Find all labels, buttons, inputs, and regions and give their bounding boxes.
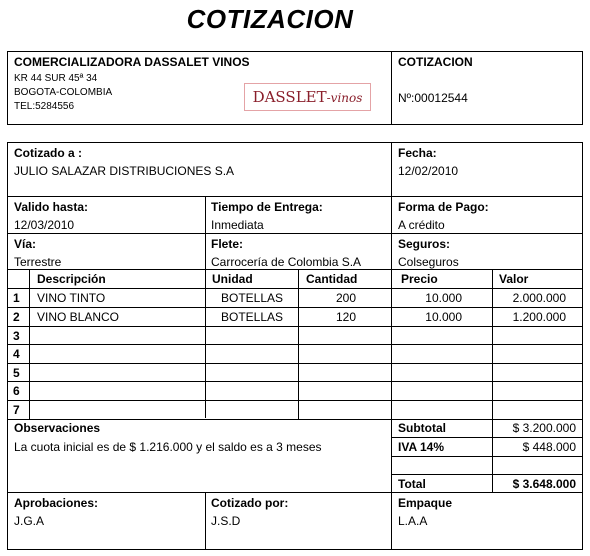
header-divider xyxy=(391,51,392,125)
row-line xyxy=(7,307,583,308)
iva-label: IVA 14% xyxy=(398,440,445,454)
observations-text: La cuota inicial es de $ 1.216.000 y el saldo es a 3 meses xyxy=(14,440,322,454)
row-number: 5 xyxy=(13,366,20,380)
item-unit: BOTELLAS xyxy=(220,291,284,305)
logo-sub-text: -vinos xyxy=(326,91,363,105)
header-price: Precio xyxy=(401,272,438,286)
row-line xyxy=(7,344,583,345)
item-value: 2.000.000 xyxy=(512,291,566,305)
delivery-time-value: Inmediata xyxy=(211,218,264,232)
payment-label: Forma de Pago: xyxy=(398,200,489,214)
valid-until-value: 12/03/2010 xyxy=(14,218,75,232)
header-value: Valor xyxy=(499,272,529,286)
row-number: 1 xyxy=(13,291,20,305)
row-line xyxy=(7,196,583,197)
total-value: $ 3.648.000 xyxy=(512,477,576,491)
insurance-label: Seguros: xyxy=(398,237,451,251)
valid-until-label: Valido hasta: xyxy=(14,200,89,214)
approvals-label: Aprobaciones: xyxy=(14,496,99,510)
freight-label: Flete: xyxy=(211,237,244,251)
row-line xyxy=(7,381,583,382)
subtotal-value: $ 3.200.000 xyxy=(512,421,576,435)
quote-number: Nº:00012544 xyxy=(398,91,468,105)
row-line xyxy=(7,492,583,493)
header-quantity: Cantidad xyxy=(306,272,358,286)
totals-line xyxy=(391,456,583,457)
company-address: KR 44 SUR 45ª 34 xyxy=(14,73,98,84)
row-number: 3 xyxy=(13,329,20,343)
company-logo xyxy=(244,83,371,111)
row-number: 2 xyxy=(13,310,20,324)
row-line xyxy=(7,419,583,420)
date-value: 12/02/2010 xyxy=(398,164,459,178)
item-value: 1.200.000 xyxy=(512,310,566,324)
item-price: 10.000 xyxy=(425,291,462,305)
client-label: Cotizado a : xyxy=(14,146,82,160)
packaging-value: L.A.A xyxy=(398,514,428,528)
quoted-by-label: Cotizado por: xyxy=(211,496,289,510)
route-label: Vía: xyxy=(14,237,37,251)
date-label: Fecha: xyxy=(398,146,437,160)
delivery-time-label: Tiempo de Entrega: xyxy=(211,200,323,214)
row-line xyxy=(7,269,583,270)
item-quantity: 120 xyxy=(335,310,356,324)
item-description: VINO BLANCO xyxy=(37,310,120,324)
page-title: COTIZACION xyxy=(186,4,354,34)
iva-value: $ 448.000 xyxy=(522,440,576,454)
item-quantity: 200 xyxy=(335,291,356,305)
total-label: Total xyxy=(398,477,426,491)
logo-main-text: DASSLET xyxy=(252,88,327,106)
row-line xyxy=(7,233,583,234)
client-value: JULIO SALAZAR DISTRIBUCIONES S.A xyxy=(14,164,235,178)
item-unit: BOTELLAS xyxy=(220,310,284,324)
row-line xyxy=(7,288,583,289)
totals-line xyxy=(391,437,583,438)
item-description: VINO TINTO xyxy=(37,291,106,305)
subtotal-label: Subtotal xyxy=(398,421,446,435)
freight-value: Carrocería de Colombia S.A xyxy=(211,255,362,269)
company-name: COMERCIALIZADORA DASSALET VINOS xyxy=(14,55,250,69)
packaging-label: Empaque xyxy=(398,496,453,510)
company-phone: TEL:5284556 xyxy=(14,101,75,112)
col-line xyxy=(391,142,392,550)
col-line xyxy=(205,492,206,550)
route-value: Terrestre xyxy=(14,255,62,269)
quote-label: COTIZACION xyxy=(398,55,473,69)
header-unit: Unidad xyxy=(212,272,253,286)
observations-label: Observaciones xyxy=(14,421,101,435)
row-line xyxy=(7,400,583,401)
insurance-value: Colseguros xyxy=(398,255,459,269)
header-description: Descripción xyxy=(37,272,106,286)
row-number: 7 xyxy=(13,403,20,417)
row-number: 6 xyxy=(13,384,20,398)
item-price: 10.000 xyxy=(425,310,462,324)
row-line xyxy=(7,363,583,364)
company-city: BOGOTA-COLOMBIA xyxy=(14,87,113,98)
row-line xyxy=(7,326,583,327)
col-line xyxy=(29,269,30,419)
approvals-value: J.G.A xyxy=(14,514,45,528)
row-number: 4 xyxy=(13,347,20,361)
payment-value: A crédito xyxy=(398,218,445,232)
col-line xyxy=(205,196,206,418)
totals-line xyxy=(391,474,583,475)
quoted-by-value: J.S.D xyxy=(211,514,241,528)
